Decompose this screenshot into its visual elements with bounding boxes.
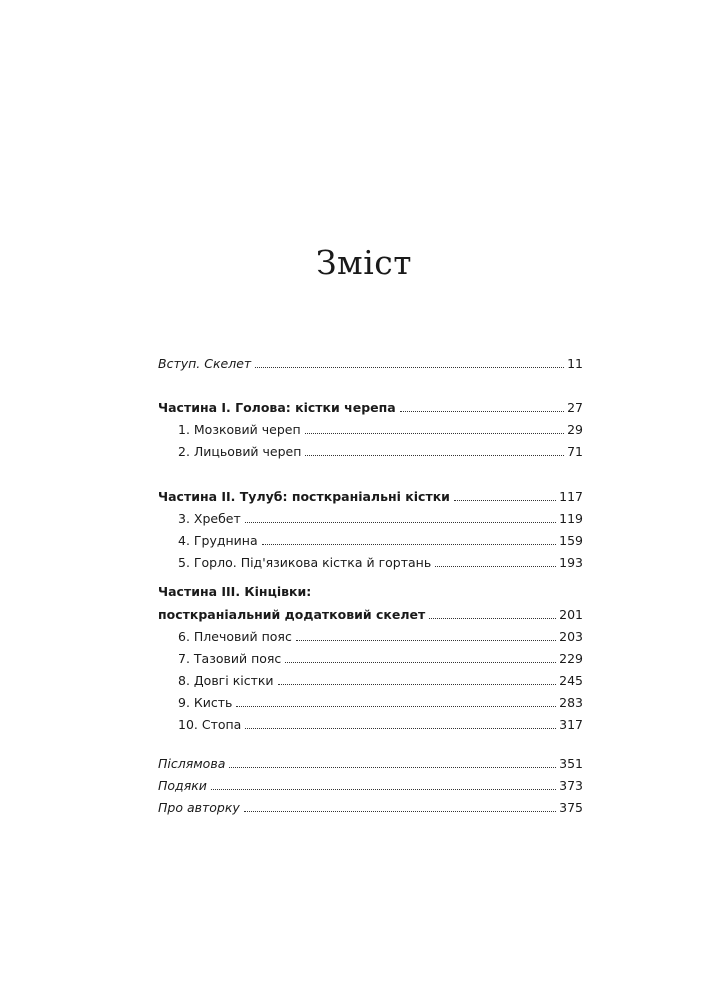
toc-entry-label: 5. Горло. Під'язикова кістка й гортань <box>178 555 432 570</box>
toc-entry-chapter-4[interactable] <box>178 527 583 549</box>
toc-entry-label: 6. Плечовий пояс <box>178 629 292 644</box>
toc-entry-page: 71 <box>567 444 583 459</box>
toc-entry-label: посткраніальний додатковий скелет <box>158 607 426 622</box>
toc-entry-page: 193 <box>559 555 583 570</box>
toc-entry-part-1[interactable] <box>158 394 583 416</box>
toc-entry-page: 283 <box>559 695 583 710</box>
toc-entry-label: Вступ. Скелет <box>158 356 252 371</box>
toc-entry-label: Частина I. Голова: кістки черепа <box>158 400 396 415</box>
dot-leader <box>278 684 557 685</box>
toc-entry-chapter-8[interactable] <box>178 667 583 689</box>
toc-entry-label: Про авторку <box>158 800 240 815</box>
toc-entry-page: 317 <box>559 717 583 732</box>
dot-leader <box>211 789 556 790</box>
toc-entry-chapter-6[interactable] <box>178 623 583 645</box>
dot-leader <box>400 411 564 412</box>
toc-entry-label: 2. Лицьовий череп <box>178 444 302 459</box>
toc-entry-label: 7. Тазовий пояс <box>178 651 282 666</box>
toc-entry-chapter-3[interactable] <box>178 505 583 527</box>
dot-leader <box>245 728 556 729</box>
toc-entry-chapter-9[interactable] <box>178 689 583 711</box>
toc-entry-page: 11 <box>567 356 583 371</box>
toc-entry-chapter-10[interactable] <box>178 711 583 733</box>
toc-entry-page: 203 <box>559 629 583 644</box>
toc-entry-afterword[interactable] <box>158 750 583 772</box>
dot-leader <box>435 566 556 567</box>
toc-entry-part-3[interactable] <box>158 601 583 623</box>
toc-entry-page: 201 <box>559 607 583 622</box>
toc-entry-page: 119 <box>559 511 583 526</box>
toc-entry-intro[interactable] <box>158 350 583 372</box>
toc-entry-page: 373 <box>559 778 583 793</box>
toc-entry-about-author[interactable] <box>158 794 583 816</box>
toc-entry-chapter-1[interactable] <box>178 416 583 438</box>
toc-entry-label: 10. Стопа <box>178 717 242 732</box>
dot-leader <box>262 544 557 545</box>
page-title: Зміст <box>315 243 413 282</box>
toc-entry-page: 351 <box>559 756 583 771</box>
dot-leader <box>429 618 556 619</box>
toc-entry-label: Частина II. Тулуб: посткраніальні кістки <box>158 489 450 504</box>
toc-entry-page: 375 <box>559 800 583 815</box>
toc-entry-label: 1. Мозковий череп <box>178 422 301 437</box>
toc-entry-part-2[interactable] <box>158 483 583 505</box>
toc-entry-page: 229 <box>559 651 583 666</box>
toc-entry-page: 245 <box>559 673 583 688</box>
dot-leader <box>305 455 564 456</box>
toc-entry-page: 117 <box>559 489 583 504</box>
toc-entry-page: 27 <box>567 400 583 415</box>
toc-entry-label: 3. Хребет <box>178 511 241 526</box>
toc-entry-label: Подяки <box>158 778 207 793</box>
dot-leader <box>236 706 556 707</box>
toc-entry-acknowledgements[interactable] <box>158 772 583 794</box>
toc-entry-chapter-2[interactable] <box>178 438 583 460</box>
dot-leader <box>255 367 564 368</box>
toc-entry-label: Післямова <box>158 756 226 771</box>
toc-entry-chapter-7[interactable] <box>178 645 583 667</box>
dot-leader <box>245 522 556 523</box>
toc-entry-label: 4. Груднина <box>178 533 258 548</box>
dot-leader <box>305 433 564 434</box>
toc-part-3-heading: Частина III. Кінцівки: <box>158 584 312 599</box>
dot-leader <box>296 640 556 641</box>
dot-leader <box>244 811 556 812</box>
toc-entry-chapter-5[interactable] <box>178 549 583 571</box>
toc-entry-label: 8. Довгі кістки <box>178 673 274 688</box>
toc-entry-page: 29 <box>567 422 583 437</box>
dot-leader <box>454 500 556 501</box>
toc-entry-label: 9. Кисть <box>178 695 233 710</box>
toc-entry-page: 159 <box>559 533 583 548</box>
dot-leader <box>285 662 556 663</box>
dot-leader <box>229 767 556 768</box>
